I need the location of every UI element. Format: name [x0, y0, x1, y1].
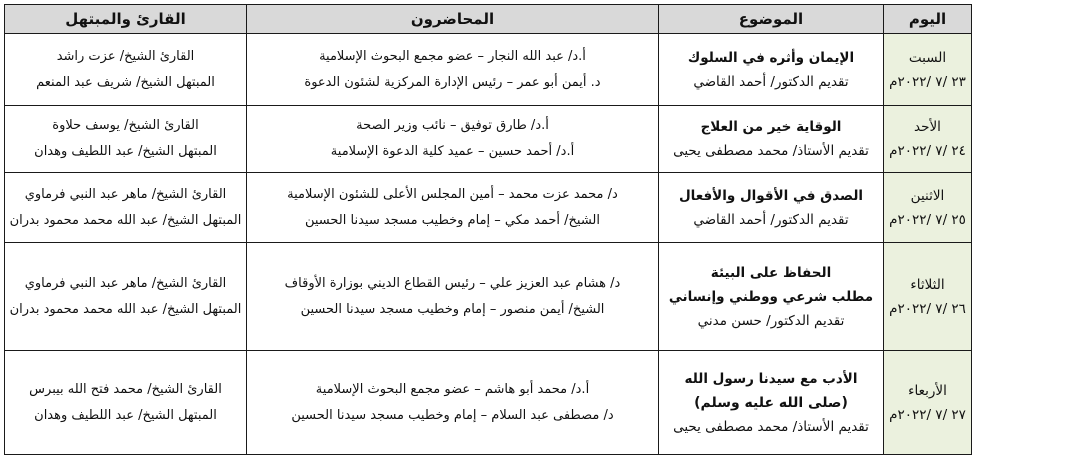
day-date: ٢٤ /٧ /٢٠٢٢م	[889, 143, 966, 159]
schedule-table-wrapper	[4, 4, 972, 455]
day-date: ٢٥ /٧ /٢٠٢٢م	[889, 211, 966, 228]
topic-title: الوقاية خير من العلاج	[700, 119, 842, 135]
header-topic: الموضوع	[659, 5, 884, 34]
topic-subtitle: مطلب شرعي ووطني وإنساني	[668, 288, 874, 305]
topic-cell	[659, 106, 884, 173]
lecturers-cell	[247, 173, 659, 243]
topic-presenter: تقديم الدكتور/ أحمد القاضي	[693, 73, 849, 90]
schedule-table	[4, 4, 972, 455]
lecturer: أ.د/ محمد أبو هاشم – عضو مجمع البحوث الإسلامية	[315, 381, 590, 397]
reciter: المبتهل الشيخ/ عبد اللطيف وهدان	[34, 407, 217, 423]
lecturer: الشيخ/ أحمد مكي – إمام وخطيب مسجد سيدنا الحسين	[304, 212, 600, 228]
table-row	[5, 351, 972, 455]
day-cell	[884, 243, 972, 351]
lecturer: د/ مصطفى عبد السلام – إمام وخطيب مسجد سيدنا الحسين	[291, 407, 614, 423]
topic-presenter: تقديم الأستاذ/ محمد مصطفى يحيى	[673, 143, 869, 159]
day-cell	[884, 34, 972, 106]
day-name: الاثنين	[910, 187, 945, 204]
topic-presenter: تقديم الدكتور/ حسن مدني	[697, 312, 845, 329]
day-name: السبت	[908, 49, 947, 66]
readers-cell	[5, 106, 247, 173]
day-date: ٢٧ /٧ /٢٠٢٢م	[889, 406, 966, 423]
lecturer: الشيخ/ أيمن منصور – إمام وخطيب مسجد سيدنا الحسين	[300, 301, 605, 317]
reciter: المبتهل الشيخ/ شريف عبد المنعم	[36, 74, 215, 90]
day-date: ٢٣ /٧ /٢٠٢٢م	[889, 73, 966, 90]
day-name: الأحد	[914, 119, 941, 135]
table-row	[5, 243, 972, 351]
topic-cell	[659, 173, 884, 243]
reciter: المبتهل الشيخ/ عبد الله محمد محمود بدران	[9, 301, 242, 317]
topic-cell	[659, 34, 884, 106]
topic-cell	[659, 351, 884, 455]
day-name: الثلاثاء	[910, 276, 945, 293]
topic-title: الحفاظ على البيئة	[710, 264, 832, 281]
lecturer: د/ محمد عزت محمد – أمين المجلس الأعلى للشئون الإسلامية	[287, 186, 618, 202]
reader: القارئ الشيخ/ ماهر عبد النبي فرماوي	[24, 186, 227, 202]
topic-subtitle: (صلى الله عليه وسلم)	[694, 394, 848, 411]
lecturers-cell	[247, 351, 659, 455]
topic-cell	[659, 243, 884, 351]
topic-title: الإيمان وأثره في السلوك	[687, 49, 855, 66]
lecturer: د. أيمن أبو عمر – رئيس الإدارة المركزية لشئون الدعوة	[304, 74, 601, 90]
header-day: اليوم	[884, 5, 972, 34]
day-date: ٢٦ /٧ /٢٠٢٢م	[889, 300, 966, 317]
lecturers-cell	[247, 34, 659, 106]
reader: القارئ الشيخ/ ماهر عبد النبي فرماوي	[24, 275, 227, 291]
topic-title: الأدب مع سيدنا رسول الله	[684, 370, 858, 387]
day-cell	[884, 173, 972, 243]
readers-cell	[5, 173, 247, 243]
lecturer: أ.د/ طارق توفيق – نائب وزير الصحة	[356, 118, 549, 133]
table-row	[5, 106, 972, 173]
header-row	[5, 5, 972, 34]
readers-cell	[5, 351, 247, 455]
topic-presenter: تقديم الدكتور/ أحمد القاضي	[693, 211, 849, 228]
reciter: المبتهل الشيخ/ عبد اللطيف وهدان	[34, 144, 217, 159]
reciter: المبتهل الشيخ/ عبد الله محمد محمود بدران	[9, 212, 242, 228]
topic-presenter: تقديم الأستاذ/ محمد مصطفى يحيى	[673, 418, 869, 435]
lecturer: أ.د/ أحمد حسين – عميد كلية الدعوة الإسلامية	[330, 144, 575, 159]
lecturers-cell	[247, 106, 659, 173]
reader: القارئ الشيخ/ محمد فتح الله بيبرس	[29, 381, 222, 397]
table-row	[5, 34, 972, 106]
reader: القارئ الشيخ/ عزت راشد	[56, 48, 195, 64]
readers-cell	[5, 243, 247, 351]
day-name: الأربعاء	[908, 382, 947, 399]
day-cell	[884, 351, 972, 455]
lecturer: د/ هشام عبد العزيز علي – رئيس القطاع الديني بوزارة الأوقاف	[284, 275, 621, 291]
header-readers: القارئ والمبتهل	[5, 5, 247, 34]
lecturer: أ.د/ عبد الله النجار – عضو مجمع البحوث الإسلامية	[319, 48, 586, 64]
reader: القارئ الشيخ/ يوسف حلاوة	[52, 118, 199, 133]
day-cell	[884, 106, 972, 173]
readers-cell	[5, 34, 247, 106]
topic-title: الصدق في الأقوال والأفعال	[678, 187, 864, 204]
lecturers-cell	[247, 243, 659, 351]
header-lecturers: المحاضرون	[247, 5, 659, 34]
table-row	[5, 173, 972, 243]
